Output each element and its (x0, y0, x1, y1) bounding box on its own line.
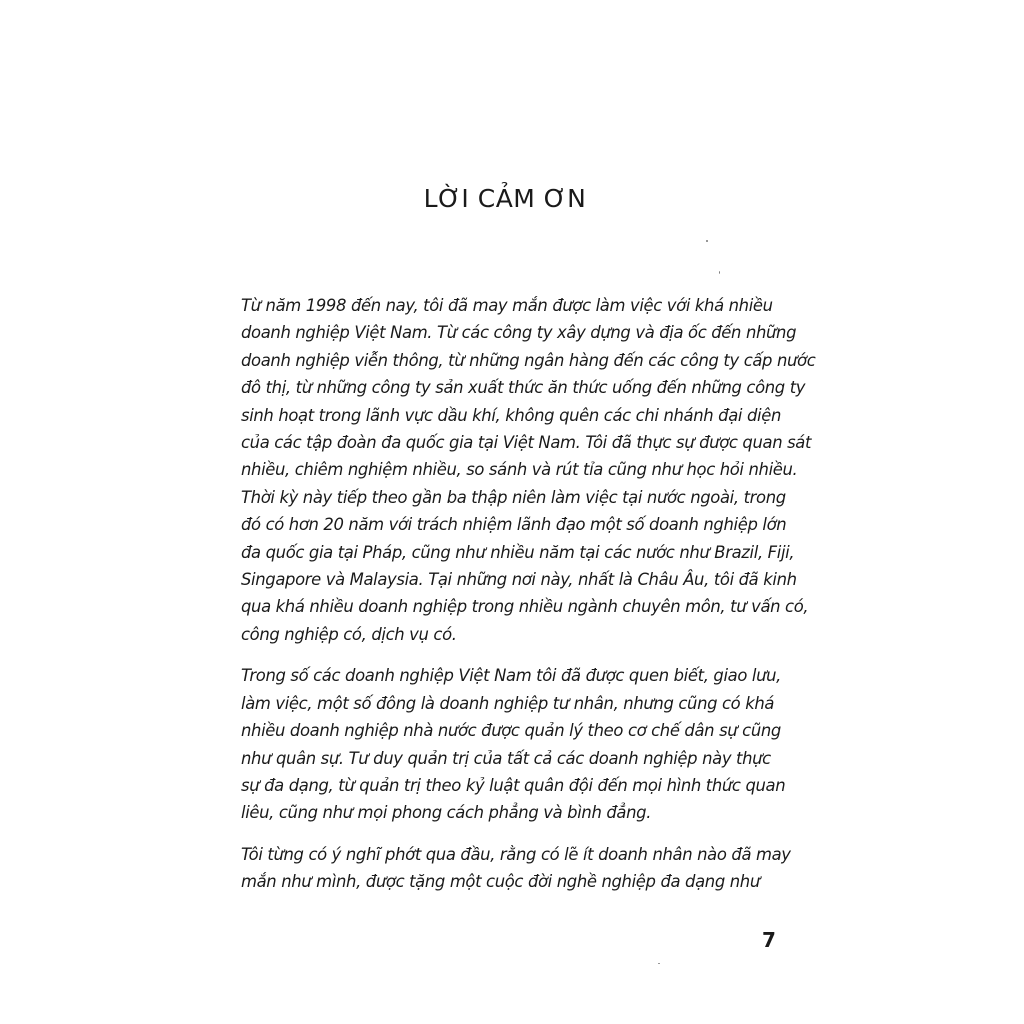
text-line: doanh nghiệp viễn thông, từ những ngân hàng đến các công ty cấp nước (241, 350, 816, 370)
page-title: LỜI CẢM ƠN (423, 184, 587, 213)
body-text (241, 292, 816, 910)
text-line: Trong số các doanh nghiệp Việt Nam tôi đã được quen biết, giao lưu, (241, 666, 782, 686)
text-line: nhiều doanh nghiệp nhà nước được quản lý theo cơ chế dân sự cũng (241, 721, 781, 741)
text-line: công nghiệp có, dịch vụ có. (241, 624, 457, 644)
text-line: mắn như mình, được tặng một cuộc đời nghề nghiệp đa dạng như (241, 872, 760, 892)
scan-speck (658, 963, 660, 964)
scan-speck (719, 271, 720, 274)
text-line: như quân sự. Tư duy quản trị của tất cả các doanh nghiệp này thực (241, 748, 771, 768)
text-line: Thời kỳ này tiếp theo gần ba thập niên làm việc tại nước ngoài, trong (241, 487, 786, 507)
text-line: đô thị, từ những công ty sản xuất thức ăn thức uống đến những công ty (241, 378, 806, 398)
text-line: sinh hoạt trong lãnh vực dầu khí, không quên các chi nhánh đại diện (241, 405, 781, 425)
text-line: Tôi từng có ý nghĩ phớt qua đầu, rằng có lẽ ít doanh nhân nào đã may (241, 844, 791, 864)
text-line: của các tập đoàn đa quốc gia tại Việt Nam. Tôi đã thực sự được quan sát (241, 433, 812, 453)
text-line: làm việc, một số đông là doanh nghiệp tư nhân, nhưng cũng có khá (241, 693, 775, 713)
text-line: doanh nghiệp Việt Nam. Từ các công ty xây dựng và địa ốc đến những (241, 323, 797, 343)
paragraph (241, 292, 816, 648)
text-line: qua khá nhiều doanh nghiệp trong nhiều ngành chuyên môn, tư vấn có, (241, 597, 809, 617)
text-line: sự đa dạng, từ quản trị theo kỷ luật quân đội đến mọi hình thức quan (241, 775, 786, 795)
paragraph (241, 841, 791, 896)
page-number: 7 (762, 928, 776, 952)
text-line: đó có hơn 20 năm với trách nhiệm lãnh đạo một số doanh nghiệp lớn (241, 515, 787, 535)
text-line: Từ năm 1998 đến nay, tôi đã may mắn được làm việc với khá nhiều (241, 296, 773, 315)
text-line: liêu, cũng như mọi phong cách phẳng và bình đẳng. (241, 803, 652, 823)
text-line: đa quốc gia tại Pháp, cũng như nhiều năm tại các nước như Brazil, Fiji, (241, 542, 795, 562)
paragraph (241, 662, 786, 826)
scan-speck (706, 240, 708, 242)
text-line: nhiều, chiêm nghiệm nhiều, so sánh và rút tỉa cũng như học hỏi nhiều. (241, 460, 798, 480)
text-line: Singapore và Malaysia. Tại những nơi này, nhất là Châu Âu, tôi đã kinh (241, 570, 797, 590)
